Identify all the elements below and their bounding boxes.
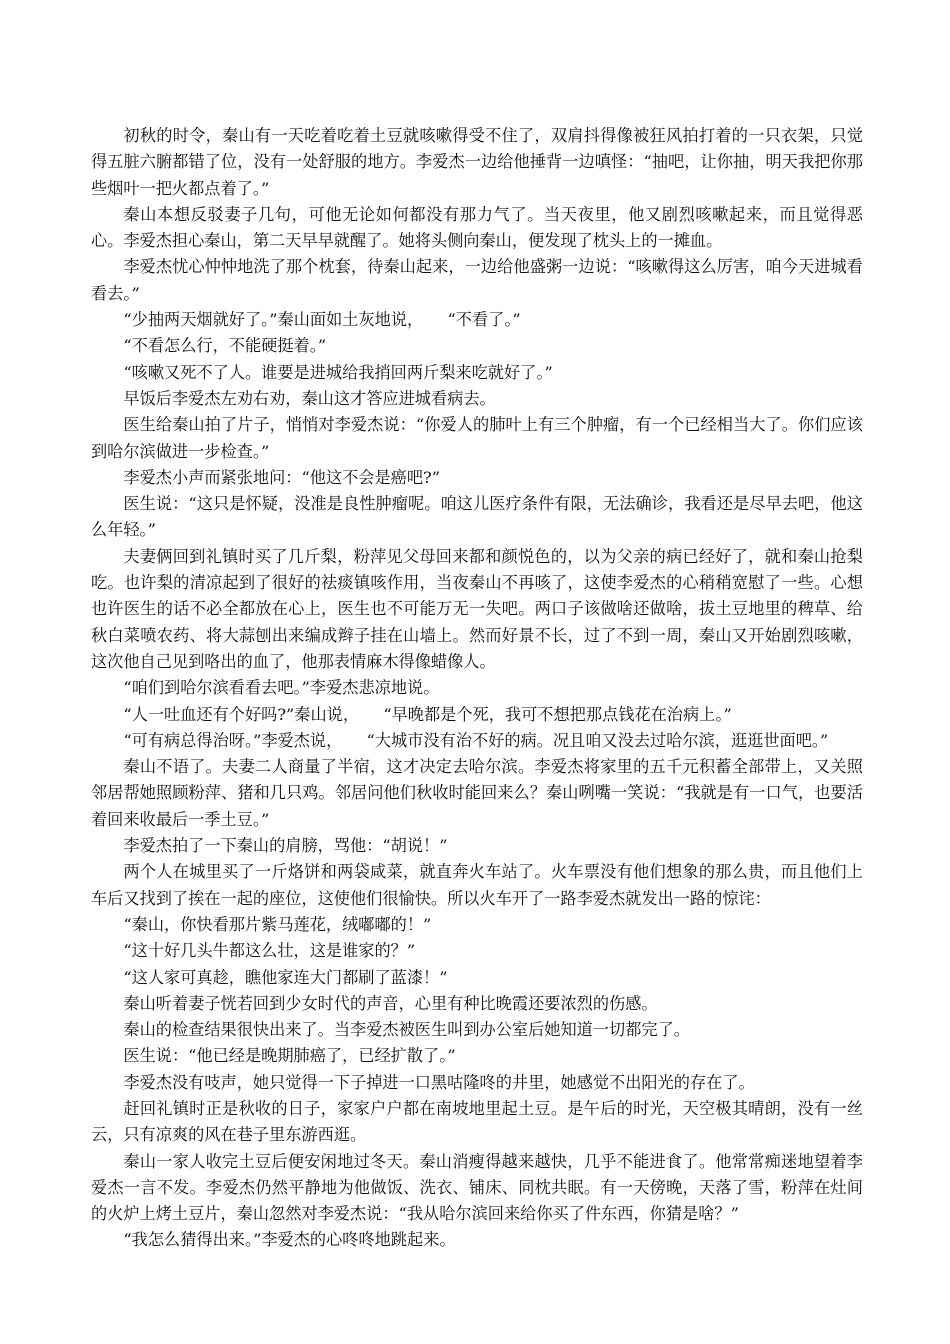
paragraph: “我怎么猜得出来。”李爱杰的心咚咚地跳起来。 xyxy=(123,1230,456,1250)
paragraph: “咱们到哈尔滨看看去吧。”李爱杰悲凉地说。 xyxy=(123,678,440,698)
paragraph: “秦山，你快看那片紫马莲花，绒嘟嘟的！” xyxy=(123,914,432,934)
paragraph: “咳嗽又死不了人。谁要是进城给我捎回两斤梨来吃就好了。” xyxy=(123,362,553,382)
paragraph: 秦山的检查结果很快出来了。当李爱杰被医生叫到办公室后她知道一切都完了。 xyxy=(123,1020,690,1040)
paragraph: “可有病总得治呀。”李爱杰说， “大城市没有治不好的病。况且咱又没去过哈尔滨，逛逛世面吧。” xyxy=(123,730,829,750)
paragraph: 秦山不语了。夫妻二人商量了半宿，这才决定去哈尔滨。李爱杰将家里的五千元积蓄全部带上，又关照邻居帮她照顾粉萍、猪和几只鸡。邻居问他们秋收时能回来么？秦山咧嘴一笑说：“我就是有一口气，也要活着回来收最后一季土豆。” xyxy=(91,757,863,829)
paragraph: 秦山一家人收完土豆后便安闲地过冬天。秦山消瘦得越来越快，几乎不能进食了。他常常痴迷地望着李爱杰一言不发。李爱杰仍然平静地为他做饭、洗衣、铺床、同枕共眠。有一天傍晚，天落了雪，粉萍在灶间的火炉上烤土豆片，秦山忽然对李爱杰说：“我从哈尔滨回来给你买了件东西，你猜是啥？” xyxy=(91,1151,863,1224)
paragraph: 初秋的时令，秦山有一天吃着吃着土豆就咳嗽得受不住了，双肩抖得像被狂风拍打着的一只衣架，只觉得五脏六腑都错了位，没有一处舒服的地方。李爱杰一边给他捶背一边嗔怪：“抽吧，让你抽，明天我把你那些烟叶一把火都点着了。” xyxy=(91,126,863,198)
paragraph: 李爱杰拍了一下秦山的肩膀，骂他：“胡说！” xyxy=(123,836,448,856)
paragraph: 医生说：“这只是怀疑，没准是良性肿瘤呢。咱这儿医疗条件有限，无法确诊，我看还是尽早去吧，他这么年轻。” xyxy=(91,494,863,540)
paragraph: “这十好几头牛都这么壮，这是谁家的？” xyxy=(123,941,416,961)
paragraph: 李爱杰忧心忡忡地洗了那个枕套，待秦山起来，一边给他盛粥一边说：“咳嗽得这么厉害，咱今天进城看看去。” xyxy=(91,257,863,303)
paragraph: “少抽两天烟就好了。”秦山面如土灰地说， “不看了。” xyxy=(123,310,521,330)
paragraph: 李爱杰没有吱声，她只觉得一下子掉进一口黑咕隆咚的井里，她感觉不出阳光的存在了。 xyxy=(123,1072,755,1092)
paragraph: 医生给秦山拍了片子，悄悄对李爱杰说：“你爱人的肺叶上有三个肿瘤，有一个已经相当大了。你们应该到哈尔滨做进一步检查。” xyxy=(91,415,863,461)
paragraph: 李爱杰小声而紧张地问：“他这不会是癌吧?” xyxy=(123,467,440,487)
paragraph: 赶回礼镇时正是秋收的日子，家家户户都在南坡地里起土豆。是午后的时光，天空极其晴朗，没有一丝云，只有凉爽的风在巷子里东游西逛。 xyxy=(91,1098,863,1145)
document-body xyxy=(91,123,863,1254)
paragraph: 早饭后李爱杰左劝右劝，秦山这才答应进城看病去。 xyxy=(123,388,496,408)
paragraph: 夫妻俩回到礼镇时买了几斤梨，粉萍见父母回来都和颜悦色的，以为父亲的病已经好了，就和秦山抢梨吃。也许梨的清凉起到了很好的祛痰镇咳作用，当夜秦山不再咳了，这使李爱杰的心稍稍宽慰了一些。心想也许医生的话不必全都放在心上，医生也不可能万无一失吧。两口子该做啥还做啥，拔土豆地里的稗草、给秋白菜喷农药、将大蒜刨出来编成辫子挂在山墙上。然而好景不长，过了不到一周，秦山又开始剧烈咳嗽，这次他自己见到咯出的血了，他那表情麻木得像蜡像人。 xyxy=(91,546,863,671)
paragraph: 秦山本想反驳妻子几句，可他无论如何都没有那力气了。当天夜里，他又剧烈咳嗽起来，而且觉得恶心。李爱杰担心秦山，第二天早早就醒了。她将头侧向秦山，便发现了枕头上的一摊血。 xyxy=(91,204,863,251)
paragraph: “不看怎么行，不能硬挺着。” xyxy=(123,336,327,356)
paragraph: 秦山听着妻子恍若回到少女时代的声音，心里有种比晚霞还要浓烈的伤感。 xyxy=(123,993,658,1013)
paragraph: 两个人在城里买了一斤烙饼和两袋咸菜，就直奔火车站了。火车票没有他们想象的那么贵，而且他们上车后又找到了挨在一起的座位，这使他们很愉快。所以火车开了一路李爱杰就发出一路的惊诧： xyxy=(91,862,863,908)
paragraph: 医生说：“他已经是晚期肺癌了，已经扩散了。” xyxy=(123,1046,456,1066)
paragraph: “这人家可真趁，瞧他家连大门都刷了蓝漆！” xyxy=(123,967,448,987)
paragraph: “人一吐血还有个好吗?”秦山说， “早晚都是个死，我可不想把那点钱花在治病上。” xyxy=(123,704,732,724)
